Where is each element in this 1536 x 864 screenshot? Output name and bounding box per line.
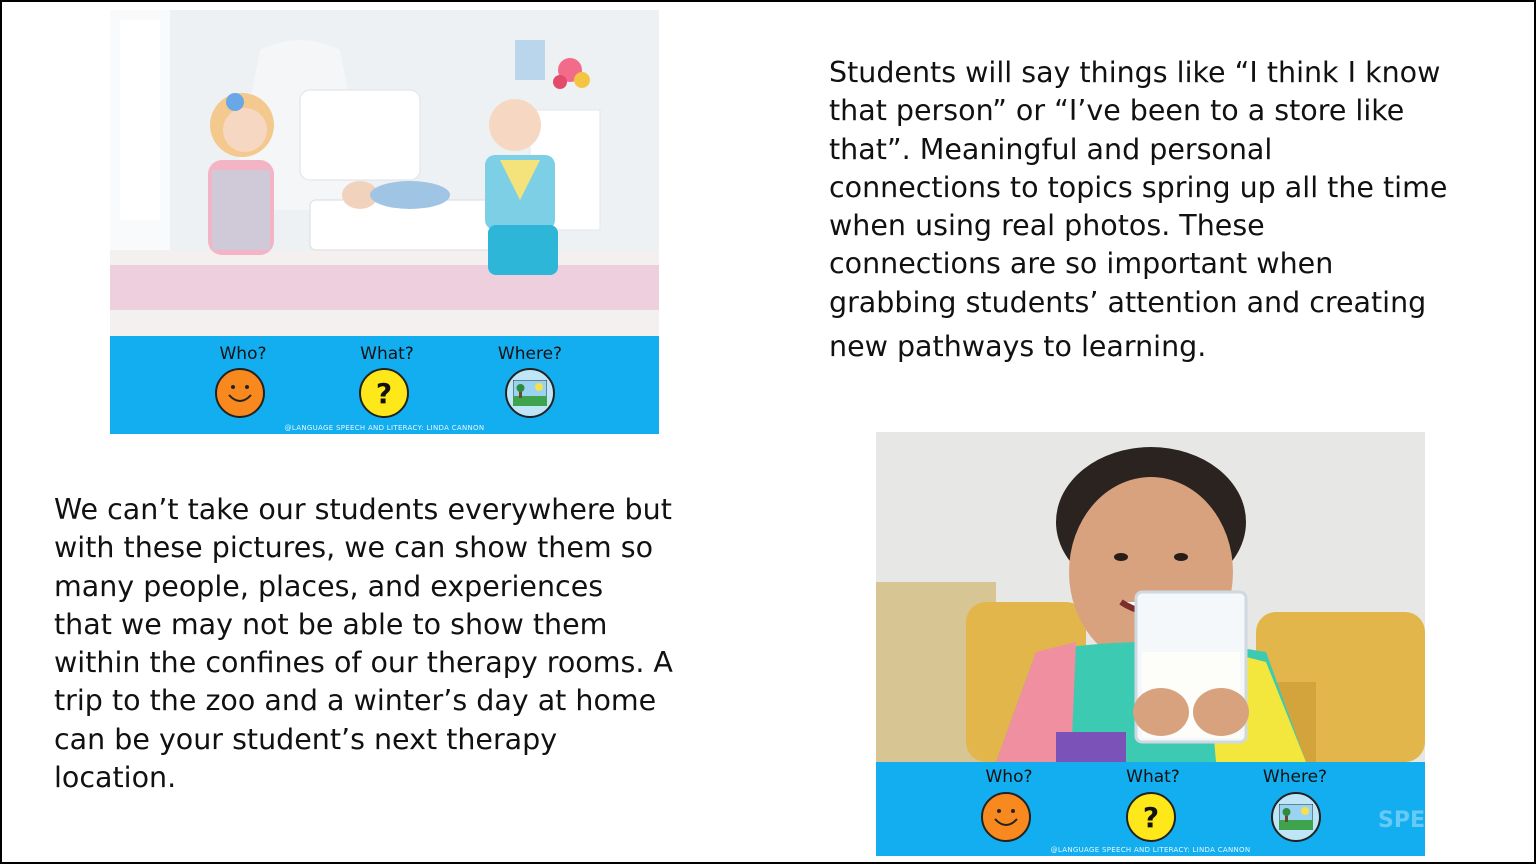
- what-label: What?: [1126, 767, 1180, 787]
- top-right-paragraph: [829, 54, 1447, 366]
- paragraph-line: that”. Meaningful and personal: [829, 132, 1273, 166]
- landscape-icon: [1271, 792, 1321, 842]
- boy-drinking-milk-photo: [876, 432, 1425, 762]
- watermark-text: SPE: [1378, 808, 1425, 833]
- children-with-newborn-photo: [110, 10, 659, 336]
- paragraph-line: location.: [54, 761, 177, 795]
- smiley-face-icon: [215, 368, 265, 418]
- question-mark-icon: ?: [359, 368, 409, 418]
- photo-card-boy: [876, 432, 1425, 856]
- where-label: Where?: [1262, 767, 1328, 787]
- paragraph-line: connections are so important when: [829, 247, 1334, 281]
- paragraph-line: We can’t take our students everywhere but: [54, 493, 672, 526]
- paragraph-line: Students will say things like “I think I know: [829, 56, 1441, 89]
- paragraph-line: trip to the zoo and a winter’s day at home: [54, 684, 657, 718]
- who-label: Who?: [219, 344, 267, 364]
- paragraph-line: within the confines of our therapy rooms. A: [54, 646, 673, 680]
- paragraph-line: when using real photos. These: [829, 209, 1265, 243]
- question-bar: [110, 336, 659, 434]
- paragraph-line: with these pictures, we can show them so: [54, 531, 654, 565]
- credit-text: @LANGUAGE SPEECH AND LITERACY: LINDA CANNON: [1050, 846, 1251, 854]
- paragraph-line: that we may not be able to show them: [54, 607, 608, 641]
- paragraph-line: new pathways to learning.: [829, 330, 1207, 364]
- paragraph-line: that person” or “I’ve been to a store like: [829, 94, 1405, 128]
- smiley-face-icon: [981, 792, 1031, 842]
- question-mark-icon: ?: [1126, 792, 1176, 842]
- where-label: Where?: [497, 344, 563, 364]
- who-label: Who?: [985, 767, 1033, 787]
- bottom-left-paragraph: [54, 491, 673, 797]
- credit-text: @LANGUAGE SPEECH AND LITERACY: LINDA CANNON: [284, 424, 485, 432]
- paragraph-line: many people, places, and experiences: [54, 569, 604, 603]
- question-bar: [876, 762, 1425, 856]
- photo-card-children: [110, 10, 659, 434]
- paragraph-line: connections to topics spring up all the time: [829, 170, 1448, 204]
- paragraph-line: grabbing students’ attention and creating: [829, 285, 1427, 319]
- paragraph-line: can be your student’s next therapy: [54, 722, 558, 756]
- landscape-icon: [505, 368, 555, 418]
- what-label: What?: [360, 344, 414, 364]
